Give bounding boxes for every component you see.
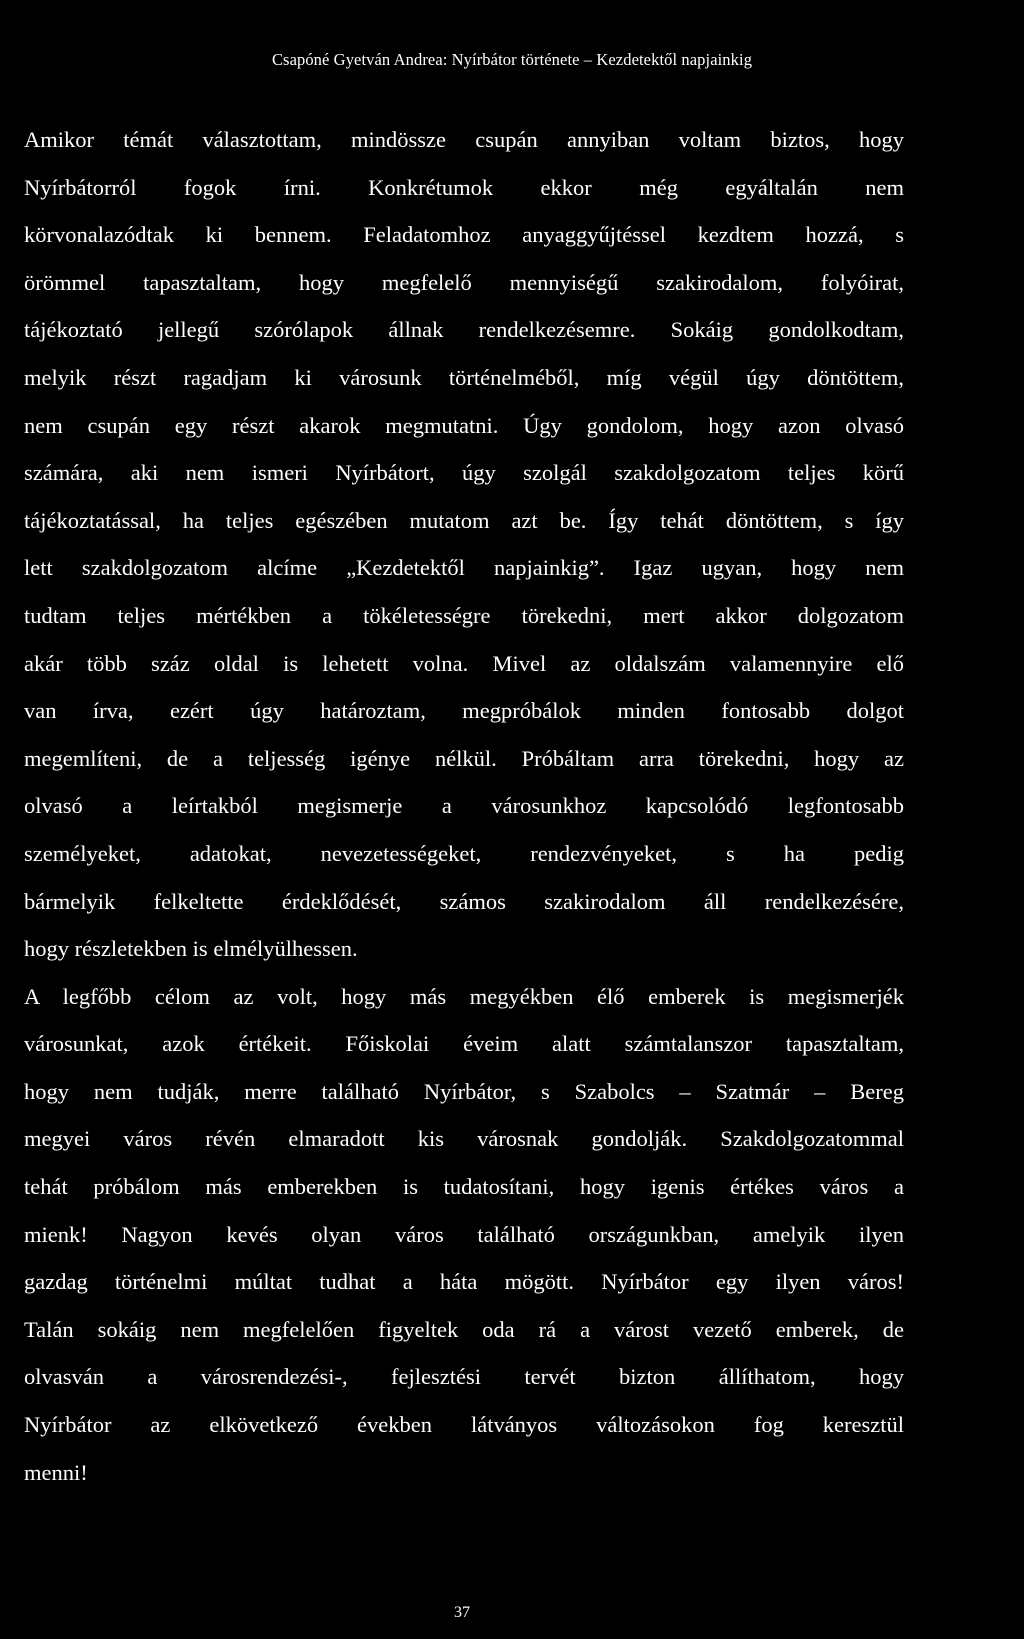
- text-line: megyei város révén elmaradott kis városnak gondolják. Szakdolgozatommal: [24, 1126, 904, 1152]
- text-line: örömmel tapasztaltam, hogy megfelelő mennyiségű szakirodalom, folyóirat,: [24, 269, 904, 295]
- body-text: [24, 116, 904, 1496]
- text-line: akár több száz oldal is lehetett volna. Mivel az oldalszám valamennyire elő: [24, 650, 904, 676]
- text-line: A legfőbb célom az volt, hogy más megyékben élő emberek is megismerjék: [24, 983, 904, 1009]
- text-line: hogy részletekben is elmélyülhessen.: [24, 936, 358, 962]
- text-line: menni!: [24, 1459, 88, 1485]
- text-line: tudtam teljes mértékben a tökéletességre törekedni, mert akkor dolgozatom: [24, 602, 904, 628]
- running-header: Csapóné Gyetván Andrea: Nyírbátor története – Kezdetektől napjainkig: [271, 50, 753, 69]
- text-line: van írva, ezért úgy határoztam, megpróbálok minden fontosabb dolgot: [24, 698, 904, 724]
- text-line: körvonalazódtak ki bennem. Feladatomhoz anyaggyűjtéssel kezdtem hozzá, s: [24, 222, 904, 248]
- page-number: 37: [454, 1604, 470, 1621]
- text-line: megemlíteni, de a teljesség igénye nélkül. Próbáltam arra törekedni, hogy az: [24, 745, 904, 771]
- text-line: gazdag történelmi múltat tudhat a háta mögött. Nyírbátor egy ilyen város!: [24, 1269, 904, 1295]
- text-line: Amikor témát választottam, mindössze csupán annyiban voltam biztos, hogy: [24, 127, 904, 152]
- text-line: tájékoztató jellegű szórólapok állnak rendelkezésemre. Sokáig gondolkodtam,: [24, 317, 904, 343]
- text-line: nem csupán egy részt akarok megmutatni. Úgy gondolom, hogy azon olvasó: [24, 412, 904, 438]
- text-line: tájékoztatással, ha teljes egészében mutatom azt be. Így tehát döntöttem, s így: [24, 507, 904, 533]
- text-line: Talán sokáig nem megfelelően figyeltek oda rá a várost vezető emberek, de: [24, 1316, 904, 1342]
- text-line: városunkat, azok értékeit. Főiskolai éveim alatt számtalanszor tapasztaltam,: [24, 1031, 904, 1057]
- text-line: mienk! Nagyon kevés olyan város található országunkban, amelyik ilyen: [24, 1221, 904, 1247]
- text-line: olvasván a városrendezési-, fejlesztési tervét bizton állíthatom, hogy: [24, 1364, 904, 1390]
- text-line: bármelyik felkeltette érdeklődését, számos szakirodalom áll rendelkezésére,: [24, 888, 904, 914]
- text-line: Nyírbátor az elkövetkező években látványos változásokon fog keresztül: [24, 1412, 904, 1438]
- text-line: személyeket, adatokat, nevezetességeket, rendezvényeket, s ha pedig: [24, 840, 904, 866]
- text-line: számára, aki nem ismeri Nyírbátort, úgy szolgál szakdolgozatom teljes körű: [24, 460, 904, 486]
- text-line: hogy nem tudják, merre található Nyírbátor, s Szabolcs – Szatmár – Bereg: [24, 1078, 904, 1104]
- text-line: Nyírbátorról fogok írni. Konkrétumok ekkor még egyáltalán nem: [24, 174, 904, 200]
- text-line: olvasó a leírtakból megismerje a városunkhoz kapcsolódó legfontosabb: [24, 793, 904, 819]
- text-line: lett szakdolgozatom alcíme „Kezdetektől napjainkig”. Igaz ugyan, hogy nem: [24, 555, 904, 581]
- text-line: melyik részt ragadjam ki városunk történelméből, míg végül úgy döntöttem,: [24, 364, 904, 390]
- text-line: tehát próbálom más emberekben is tudatosítani, hogy igenis értékes város a: [24, 1174, 904, 1200]
